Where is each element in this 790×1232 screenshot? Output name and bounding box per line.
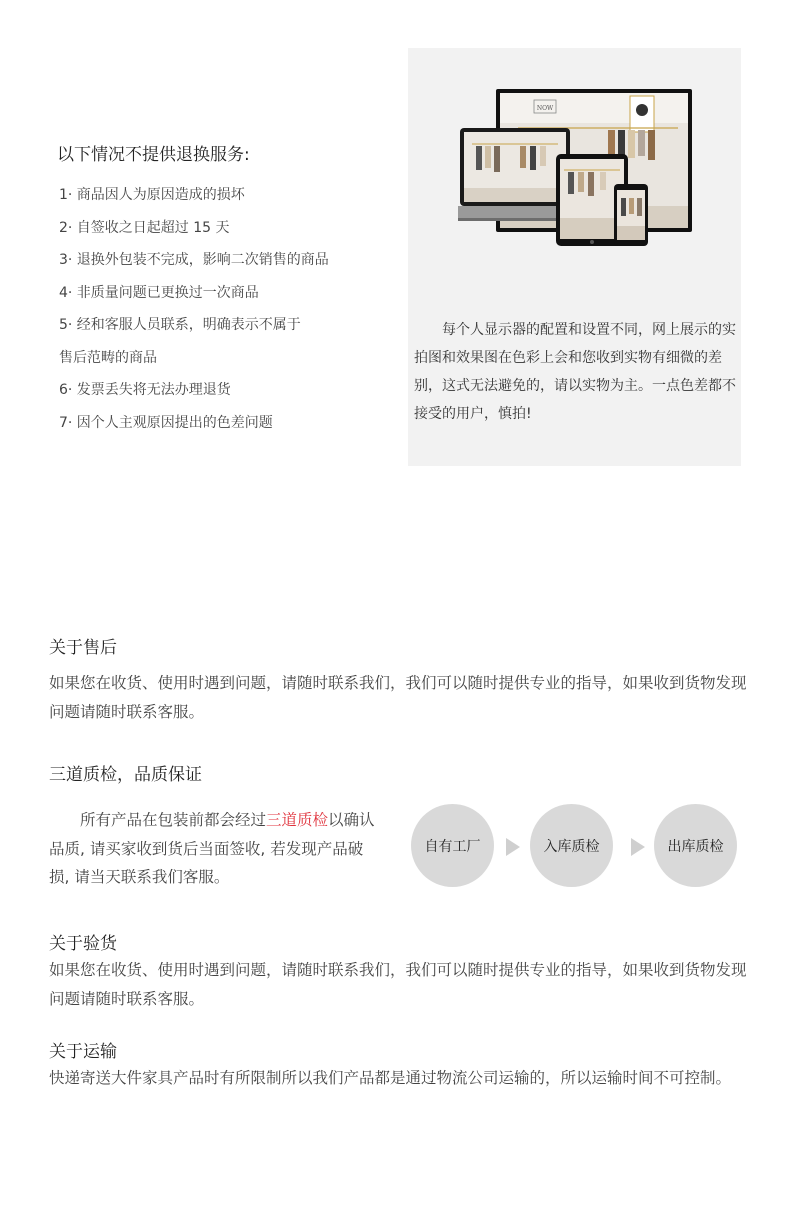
- quality-highlight: 三道质检: [266, 811, 329, 829]
- quality-title: 三道质检，品质保证: [49, 765, 202, 785]
- step-factory: 自有工厂: [411, 804, 494, 887]
- quality-section: [49, 760, 749, 785]
- shipping-title: 关于运输: [49, 1042, 117, 1062]
- after-sales-body: 如果您在收货、使用时遇到问题，请随时联系我们，我们可以随时提供专业的指导，如果收到货物发现问题请随时联系客服。: [49, 674, 747, 721]
- color-difference-notice: 每个人显示器的配置和设置不同，网上展示的实拍图和效果图在色彩上会和您收到实物有细微的差别，这式无法避免的，请以实物为主。一点色差都不接受的用户，慎拍!: [414, 322, 736, 422]
- quality-text-after: 以确认品质, 请买家收到货后当面签收, 若发现产品破损, 请当天联系我们客服。: [49, 811, 375, 886]
- quality-text-before: 所有产品在包装前都会经过: [80, 811, 267, 829]
- list-item: 5· 经和客服人员联系，明确表示不属于: [59, 317, 301, 333]
- inspection-title: 关于验货: [49, 934, 117, 954]
- step-arrow-icon: [506, 838, 520, 856]
- now-logo: NOW: [536, 105, 554, 112]
- after-sales-section: [49, 633, 749, 726]
- devices-illustration: [458, 88, 698, 258]
- no-return-list: [59, 179, 397, 439]
- after-sales-title: 关于售后: [49, 638, 117, 658]
- list-item: 7· 因个人主观原因提出的色差问题: [59, 414, 273, 431]
- list-item: 2· 自签收之日起超过 15 天: [59, 219, 230, 236]
- quality-description: [49, 806, 379, 892]
- step-outbound-inspection: 出库质检: [654, 804, 737, 887]
- step-inbound-inspection: 入库质检: [530, 804, 613, 887]
- inspection-section: [49, 929, 749, 1013]
- list-item: 售后范畴的商品: [59, 349, 157, 366]
- step-arrow-icon: [631, 838, 645, 856]
- list-item: 4· 非质量问题已更换过一次商品: [59, 284, 259, 301]
- shipping-body: 快递寄送大件家具产品时有所限制所以我们产品都是通过物流公司运输的，所以运输时间不可控制。: [49, 1069, 732, 1087]
- inspection-body: 如果您在收货、使用时遇到问题，请随时联系我们，我们可以随时提供专业的指导，如果收到货物发现问题请随时联系客服。: [49, 961, 747, 1008]
- color-notice-card: [408, 48, 741, 466]
- list-item: 6· 发票丢失将无法办理退货: [59, 382, 231, 398]
- no-return-policy: [57, 140, 397, 439]
- no-return-title: 以下情况不提供退换服务:: [57, 145, 250, 165]
- shipping-section: [49, 1037, 749, 1093]
- list-item: 1· 商品因人为原因造成的损坏: [59, 187, 245, 203]
- list-item: 3· 退换外包装不完成，影响二次销售的商品: [59, 252, 329, 268]
